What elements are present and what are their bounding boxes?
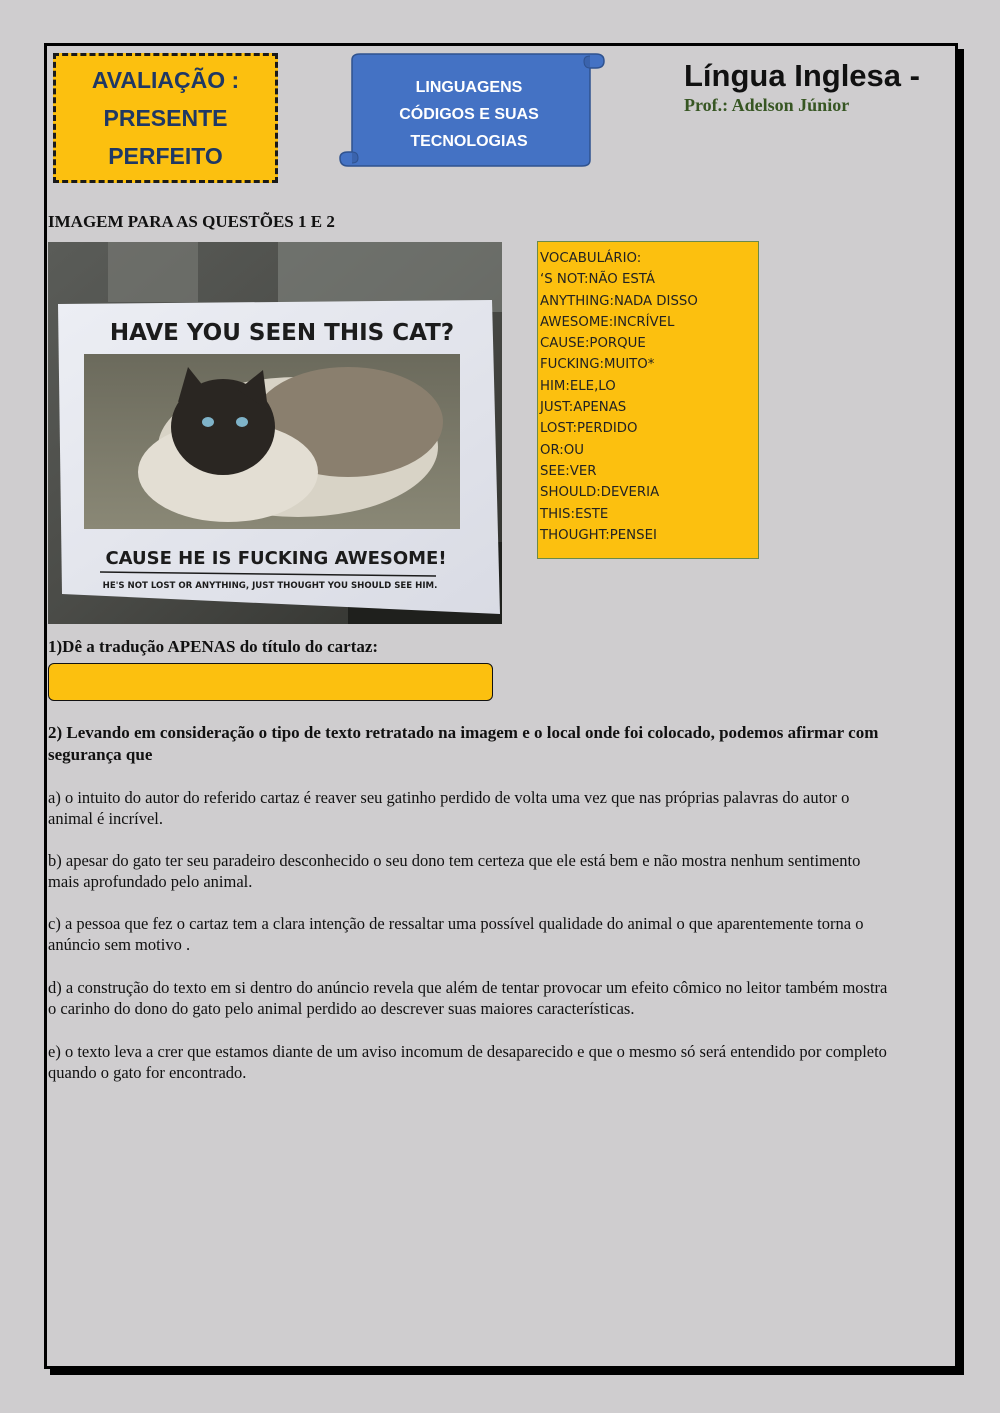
option-a[interactable]: a) o intuito do autor do referido cartaz é reaver seu gatinho perdido de volta uma vez que nas próprias palavras do autor o animal é incrível. (48, 788, 850, 828)
question-1-answer-field[interactable] (48, 663, 493, 701)
image-section-heading: IMAGEM PARA AS QUESTÕES 1 E 2 (48, 212, 335, 231)
banner-line-3: TECNOLOGIAS (410, 133, 528, 150)
option-c[interactable]: c) a pessoa que fez o cartaz tem a clara intenção de ressaltar uma possível qualidade do animal o que aparentemente torna o anúncio sem motivo . (48, 914, 864, 954)
vocabulary-item: FUCKING:MUITO* (540, 357, 655, 373)
question-1-prompt: 1)Dê a tradução APENAS do título do cartaz: (48, 637, 379, 656)
area-banner (338, 52, 608, 170)
poster-tagline: CAUSE HE IS FUCKING AWESOME! (105, 548, 447, 569)
vocabulary-item: AWESOME:INCRÍVEL (540, 314, 675, 330)
banner-line-2: CÓDIGOS E SUAS (399, 106, 539, 123)
vocabulary-title: VOCABULÁRIO: (540, 251, 642, 266)
vocabulary-item: THIS:ESTE (540, 506, 609, 522)
vocabulary-item: SHOULD:DEVERIA (540, 485, 660, 501)
vocabulary-item: CAUSE:PORQUE (540, 336, 646, 352)
vocabulary-item: HIM:ELE,LO (540, 378, 616, 394)
poster-subline: HE'S NOT LOST OR ANYTHING, JUST THOUGHT YOU SHOULD SEE HIM. (102, 581, 438, 591)
assessment-title-box (53, 53, 278, 183)
subject-title: Língua Inglesa - (684, 58, 920, 93)
option-b[interactable]: b) apesar do gato ter seu paradeiro desconhecido o seu dono tem certeza que ele está bem e não mostra nenhum sentimento mais aprofundado pelo animal. (48, 851, 861, 891)
banner-line-1: LINGUAGENS (415, 79, 523, 96)
poster-illustration (48, 242, 502, 624)
poster-title: HAVE YOU SEEN THIS CAT? (109, 320, 455, 346)
vocabulary-item: LOST:PERDIDO (540, 421, 638, 437)
question-2-prompt: 2) Levando em consideração o tipo de texto retratado na imagem e o local onde foi colocado, podemos afirmar com segurança que (48, 723, 879, 764)
assessment-line-2: PRESENTE (103, 105, 228, 131)
option-d[interactable]: d) a construção do texto em si dentro do anúncio revela que além de tentar provocar um efeito cômico no leitor também mostra o carinho do dono do gato pelo animal perdido ao descrever suas maiores características. (48, 978, 888, 1018)
vocabulary-item: JUST:APENAS (540, 400, 627, 416)
vocabulary-item: ‘S NOT:NÃO ESTÁ (540, 272, 655, 288)
assessment-line-3: PERFEITO (108, 143, 223, 169)
option-e[interactable]: e) o texto leva a crer que estamos diante de um aviso incomum de desaparecido e que o mesmo só será entendido por completo quando o gato for encontrado. (48, 1042, 887, 1082)
vocabulary-item: SEE:VER (540, 463, 597, 479)
vocabulary-item: THOUGHT:PENSEI (540, 527, 657, 543)
teacher-name: Prof.: Adelson Júnior (684, 95, 850, 115)
vocabulary-box (537, 241, 759, 559)
vocabulary-item: OR:OU (540, 442, 584, 458)
assessment-line-1: AVALIAÇÃO : (91, 67, 240, 93)
vocabulary-item: ANYTHING:NADA DISSO (540, 293, 698, 309)
missing-cat-poster-photo (48, 242, 502, 624)
